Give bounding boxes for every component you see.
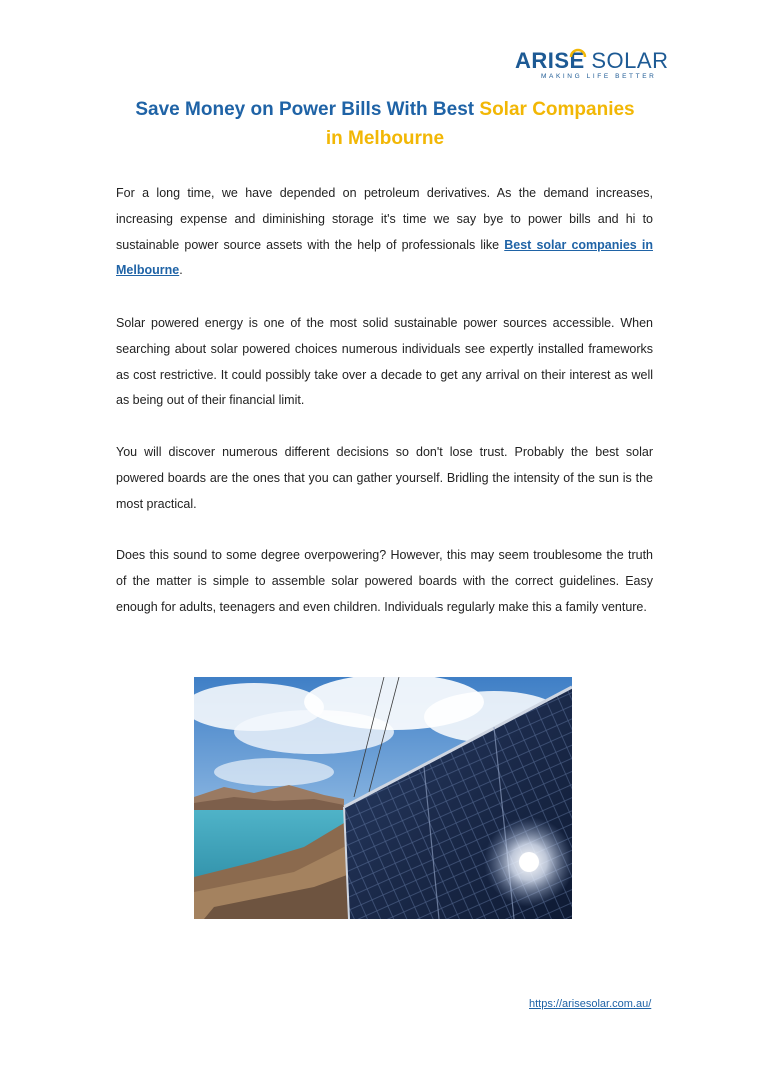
sun-icon bbox=[569, 48, 587, 58]
solar-panels-illustration bbox=[194, 677, 572, 919]
paragraph-1 bbox=[116, 181, 653, 284]
brand-arise: ARISE bbox=[515, 48, 585, 73]
paragraph-1-end: . bbox=[179, 263, 183, 278]
title-part-1: Save Money on Power Bills With Best bbox=[135, 99, 480, 120]
paragraph-1-text: For a long time, we have depended on petroleum derivatives. As the demand increases, increasing expense and diminishing storage it's time we say bye to power bills and hi to sustainable power source assets with the help of professionals like bbox=[116, 186, 653, 252]
website-url-link[interactable]: https://arisesolar.com.au/ bbox=[529, 998, 652, 1010]
brand-logo bbox=[515, 48, 669, 84]
solar-panels-photo bbox=[194, 677, 572, 919]
paragraph-3: You will discover numerous different decisions so don't lose trust. Probably the best solar powered boards are the ones that you can gather yourself. Bridling the intensity of the sun is the most practical. bbox=[116, 445, 653, 511]
page-title bbox=[110, 95, 660, 153]
brand-solar: SOLAR bbox=[591, 48, 669, 73]
paragraph-2: Solar powered energy is one of the most solid sustainable power sources accessible. When searching about solar powered choices numerous individuals see expertly installed frameworks as cost restrictive. It could possibly take over a decade to get any arrival on their interest as well as being out of their financial limit. bbox=[116, 316, 653, 408]
title-part-3: in Melbourne bbox=[325, 128, 445, 149]
title-part-2: Solar Companies bbox=[479, 99, 635, 120]
best-solar-companies-link[interactable]: Best solar companies in Melbourne bbox=[116, 237, 653, 278]
brand-tagline: MAKING LIFE BETTER bbox=[541, 73, 657, 80]
paragraph-4: Does this sound to some degree overpowering? However, this may seem troublesome the truth of the matter is simple to assemble solar powered boards with the correct guidelines. Easy enough for adults, teenagers and even children. Individuals regularly make this a family venture. bbox=[116, 548, 653, 614]
